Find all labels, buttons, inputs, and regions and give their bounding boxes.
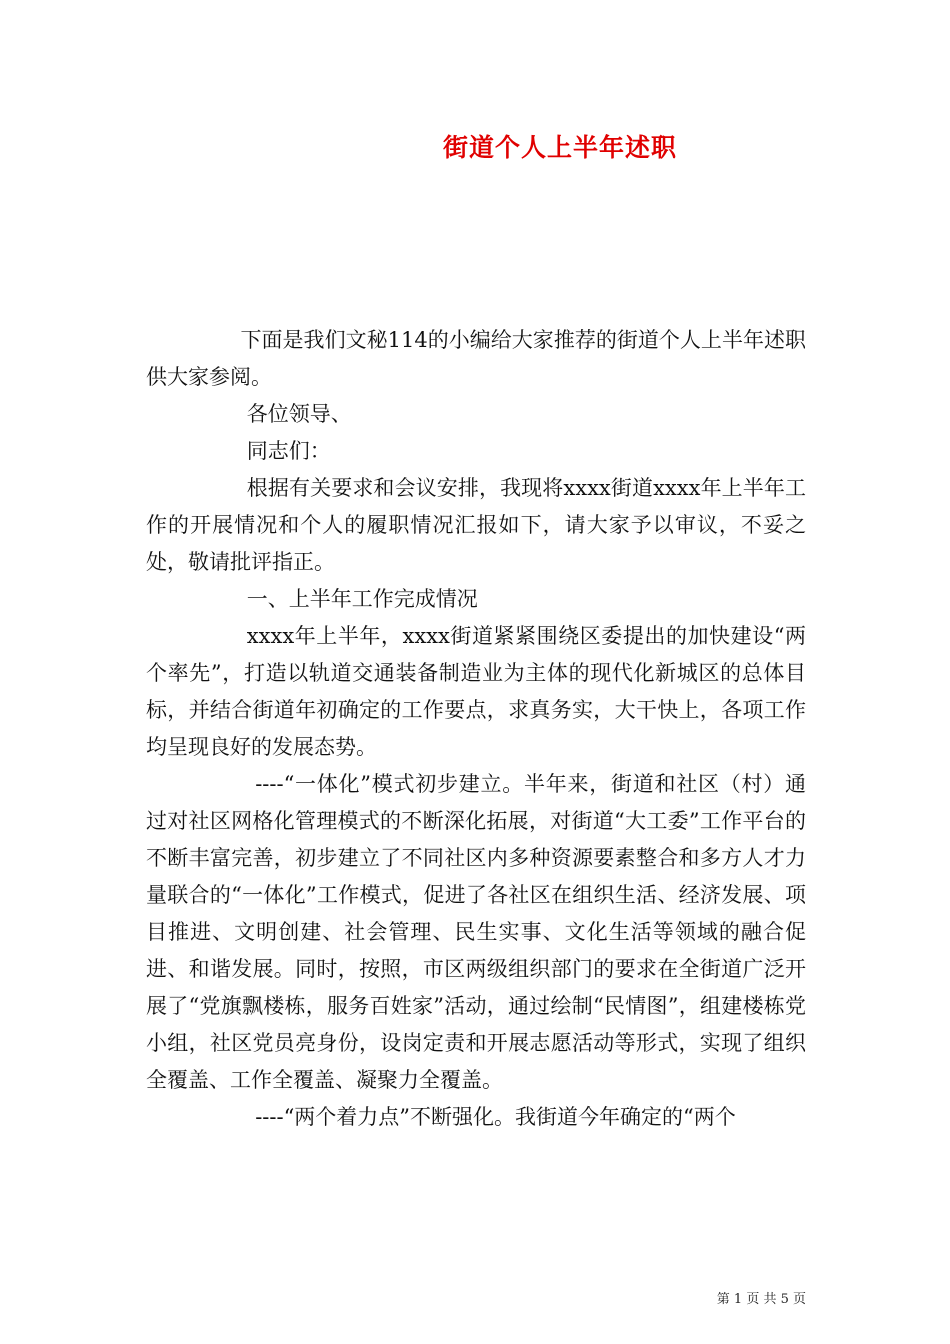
page-number-footer: 第 1 页 共 5 页 bbox=[716, 1292, 806, 1307]
document-body bbox=[146, 322, 806, 1136]
salutation-leaders: 各位领导、 bbox=[246, 402, 352, 426]
intro-paragraph: 下面是我们文秘114的小编给大家推荐的街道个人上半年述职供大家参阅。 bbox=[146, 328, 806, 389]
salutation-comrades: 同志们： bbox=[246, 439, 331, 463]
focus-points-paragraph: ----“两个着力点”不断强化。我街道今年确定的“两个 bbox=[255, 1105, 736, 1129]
summary-paragraph: xxxx年上半年，xxxx街道紧紧围绕区委提出的加快建设“两个率先”，打造以轨道交通装备制造业为主体的现代化新城区的总体目标，并结合街道年初确定的工作要点，求真务实，大干快上，各项工作均呈现良好的发展态势。 bbox=[146, 624, 806, 759]
page-title: 街道个人上半年述职 bbox=[442, 133, 677, 162]
opening-paragraph: 根据有关要求和会议安排，我现将xxxx街道xxxx年上半年工作的开展情况和个人的履职情况汇报如下，请大家予以审议，不妥之处，敬请批评指正。 bbox=[146, 476, 806, 574]
integration-paragraph: ----“一体化”模式初步建立。半年来，街道和社区（村）通过对社区网格化管理模式的不断深化拓展，对街道“大工委”工作平台的不断丰富完善，初步建立了不同社区内多种资源要素整合和多方人才力量联合的“一体化”工作模式，促进了各社区在组织生活、经济发展、项目推进、文明创建、社会管理、民生实事、文化生活等领域的融合促进、和谐发展。同时，按照，市区两级组织部门的要求在全街道广泛开展了“党旗飘楼栋，服务百姓家”活动，通过绘制“民情图”，组建楼栋党小组，社区党员亮身份，设岗定责和开展志愿活动等形式，实现了组织全覆盖、工作全覆盖、凝聚力全覆盖。 bbox=[146, 772, 806, 1092]
section-heading-1: 一、上半年工作完成情况 bbox=[246, 587, 478, 611]
